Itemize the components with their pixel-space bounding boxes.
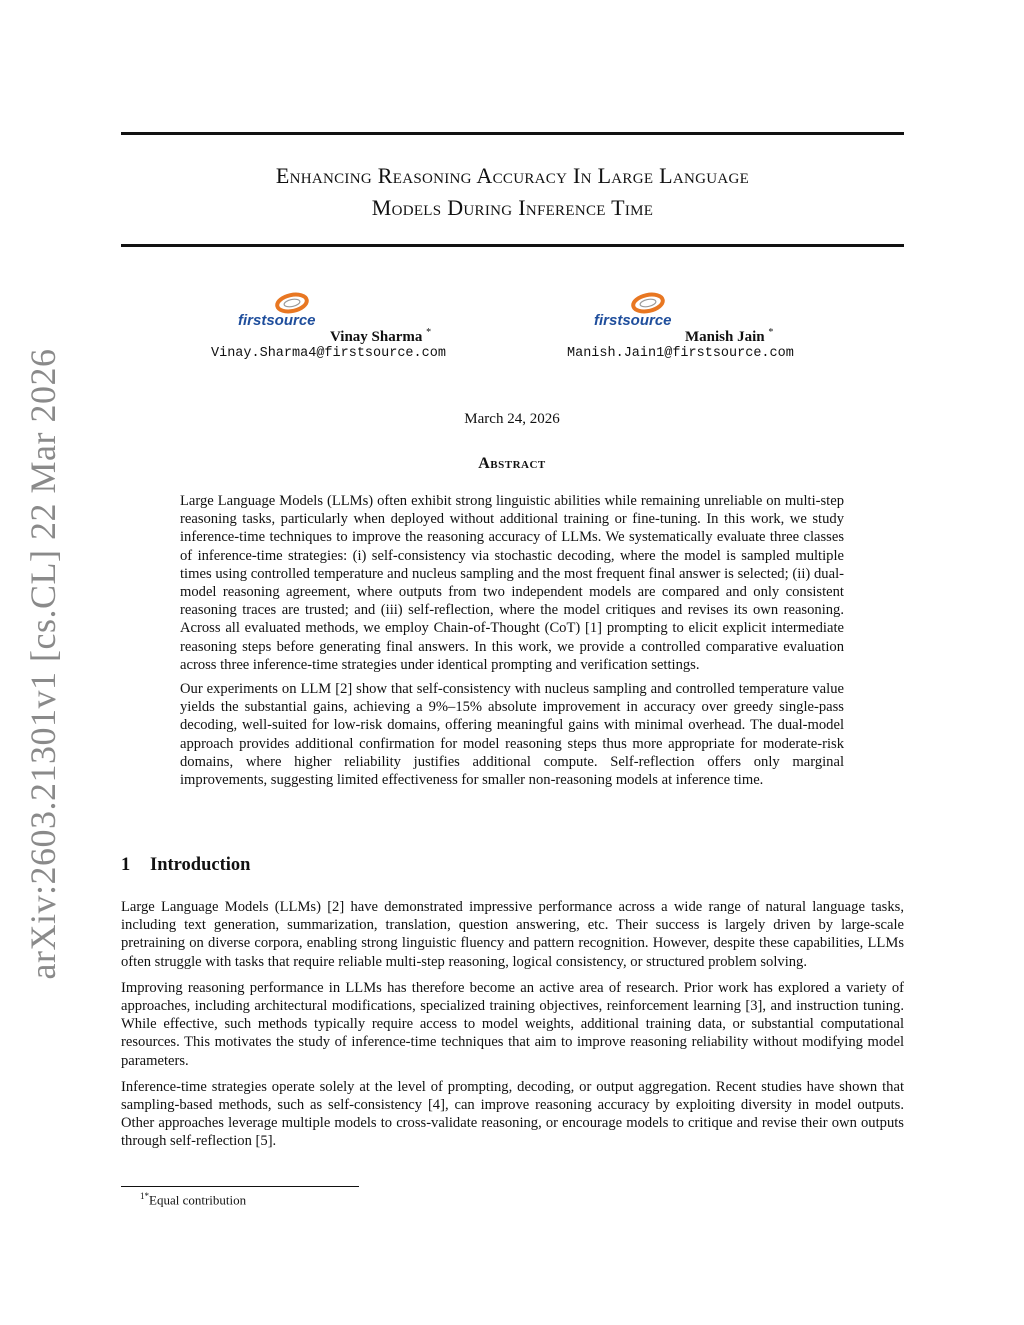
publication-date: March 24, 2026 [464,411,560,427]
logo-wordmark: firstsource [238,312,316,328]
abstract-paragraph: Large Language Models (LLMs) often exhibit strong linguistic abilities while remaining unreliable on multi-step reasoning tasks, particularly when deployed without additional training or fine-tuning. In this work, we study inference-time techniques to improve the reasoning accuracy of LLMs. We systematically evaluate three classes of inference-time strategies: (i) self-consistency via stochastic decoding, where the model is sampled multiple times using controlled temperature and nucleus sampling and the most frequent final answer is selected; (ii) dual-model reasoning agreement, where outputs from two independent models are compared and only consistent reasoning traces are trusted; and (iii) self-reflection, where the model critiques and revises its own reasoning. Across all evaluated methods, we employ Chain-of-Thought (CoT) [1] prompting to elicit explicit intermediate reasoning steps before generating final answers. In this work, we provide a controlled comparative evaluation across three inference-time strategies under identical prompting and verification settings. [180,493,844,673]
abstract-paragraph: Our experiments on LLM [2] show that self-consistency with nucleus sampling and controlled temperature value yields the substantial gains, achieving a 9%–15% absolute improvement in accuracy over greedy single-pass decoding, well-suited for low-risk domains, offering meaningful gains with minimal overhead. The dual-model approach provides additional confirmation for model reasoning steps thus more appropriate for moderate-risk domains, where higher reliability justifies additional compute. Self-reflection offers only marginal improvements, suggesting limited effectiveness for smaller non-reasoning models at inference time. [180,681,844,789]
abstract-body [180,492,844,795]
footnote-mark: 1* [140,1191,149,1201]
title-line: Enhancing Reasoning Accuracy In Large Language [275,163,750,188]
footnote [140,1191,246,1208]
title-rule-top [121,132,904,135]
logo-wordmark: firstsource [594,312,672,328]
firstsource-logo-icon [593,292,683,328]
section-heading [121,855,250,876]
author-email[interactable]: Vinay.Sharma4@firstsource.com [211,346,446,361]
abstract-heading: Abstract [478,455,546,472]
arxiv-identifier: arXiv:2603.21301v1 [cs.CL] 22 Mar 2026 [23,348,63,980]
section-number: 1 [121,855,131,875]
title-line: Models During Inference Time [371,195,654,220]
body-paragraph: Large Language Models (LLMs) [2] have demonstrated impressive performance across a wide range of natural language tasks, including text generation, summarization, translation, question answering, etc. Their success is largely driven by large-scale pretraining on diverse corpora, enabling strong linguistic fluency and pattern recognition. However, despite these capabilities, LLMs often struggle with tasks that require reliable multi-step reasoning, logical consistency, or structured problem solving. [121,899,904,970]
paper-title [121,160,904,224]
body-paragraph: Inference-time strategies operate solely at the level of prompting, decoding, or output aggregation. Recent studies have shown that sampling-based methods, such as self-consistency [4], can improve reasoning accuracy by exploiting diversity in model outputs. Other approaches leverage multiple models to cross-validate reasoning, or encourage models to critique and revise their own outputs through self-reflection [5]. [121,1078,904,1150]
author-name: Vinay Sharma * [330,327,432,345]
footnote-text: Equal contribution [149,1192,247,1208]
section-title: Introduction [150,855,251,875]
footnote-rule [121,1186,359,1187]
body-paragraph: Improving reasoning performance in LLMs has therefore become an active area of research. Prior work has explored a variety of approaches, including architectural modifications, specialized training objectives, reinforcement learning [3], and instruction tuning. While effective, such methods typically require access to model weights, additional training data, or substantial computational resources. This motivates the study of inference-time techniques that aim to improve reasoning reliability without modifying model parameters. [121,979,904,1069]
author-name: Manish Jain * [685,327,774,345]
title-rule-bottom [121,244,904,247]
introduction-body [121,898,904,1159]
firstsource-logo-icon [237,292,327,328]
author-email[interactable]: Manish.Jain1@firstsource.com [567,346,794,361]
